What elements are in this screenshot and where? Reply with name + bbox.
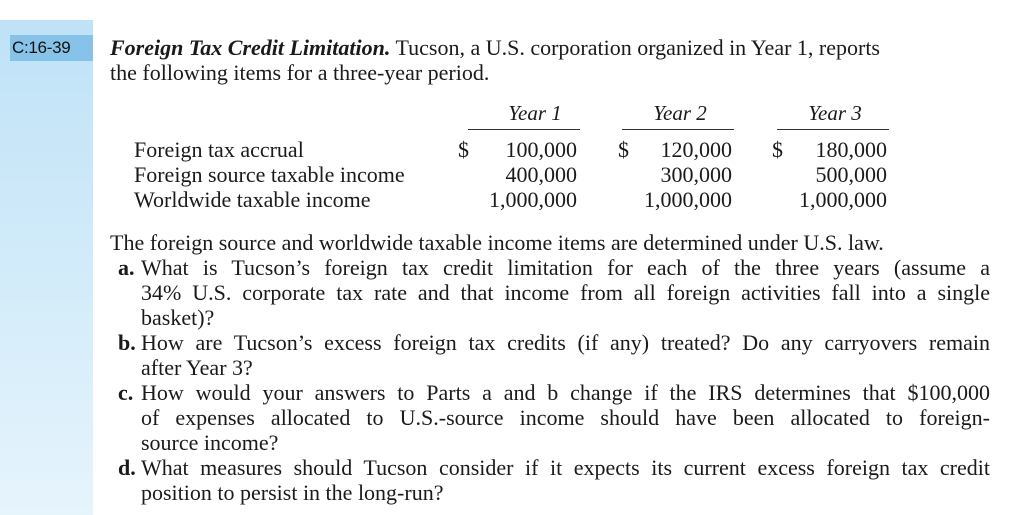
cell-r1-year3: 180,000 [815,137,887,162]
question-a-line3: basket)? [141,305,215,330]
question-a-text [141,255,990,330]
question-a-line2: 34% U.S. corporate tax rate and that income from all foreign activities fall into a single [141,280,990,305]
question-a-label: a. [118,255,135,280]
question-d-text [141,455,990,505]
cell-r3-year2: 1,000,000 [644,187,732,212]
question-d-line1: What measures should Tucson consider if it expects its current excess foreign tax credit [141,455,990,480]
dollar-sign-year1: $ [458,137,469,162]
row-label-foreign-source-income: Foreign source taxable income [134,162,405,187]
question-b-text [141,330,990,380]
column-header-year1: Year 1 [508,101,562,125]
cell-r2-year2: 300,000 [660,162,732,187]
problem-number: C:16-39 [10,35,93,61]
cell-r2-year3: 500,000 [815,162,887,187]
question-c-label: c. [118,380,134,405]
column-header-year3: Year 3 [808,101,862,125]
question-a-line1: What is Tucson’s foreign tax credit limitation for each of the three years (assume a [141,255,990,280]
question-c-line2: of expenses allocated to U.S.-source income should have been allocated to foreign- [141,405,990,430]
column-header-year2: Year 2 [653,101,707,125]
row-label-worldwide-income: Worldwide taxable income [134,187,371,212]
cell-r2-year1: 400,000 [505,162,577,187]
cell-r3-year3: 1,000,000 [799,187,887,212]
question-b-line1: How are Tucson’s excess foreign tax credits (if any) treated? Do any carryovers remain [141,330,990,355]
column-rule-year3 [777,129,889,130]
question-d-label: d. [118,455,136,480]
cell-r3-year1: 1,000,000 [489,187,577,212]
problem-intro-line2: the following items for a three-year period. [110,60,490,85]
question-b-line2: after Year 3? [141,355,253,380]
question-c-text [141,380,990,455]
question-d-line2: position to persist in the long-run? [141,480,444,505]
question-c-line3: source income? [141,430,279,455]
sidebar-strip [0,20,93,515]
problem-title: Foreign Tax Credit Limitation. [110,35,391,60]
dollar-sign-year3: $ [772,137,783,162]
question-c-line1: How would your answers to Parts a and b change if the IRS determines that $100,000 [141,380,990,405]
dollar-sign-year2: $ [618,137,629,162]
question-b-label: b. [118,330,136,355]
cell-r1-year1: 100,000 [505,137,577,162]
column-rule-year2 [622,129,734,130]
column-rule-year1 [468,129,580,130]
problem-intro-line1: Tucson, a U.S. corporation organized in Year 1, reports [390,35,880,60]
row-label-foreign-tax-accrual: Foreign tax accrual [134,137,304,162]
cell-r1-year2: 120,000 [660,137,732,162]
note-text: The foreign source and worldwide taxable income items are determined under U.S. law. [110,230,884,255]
problem-headline [110,35,880,60]
